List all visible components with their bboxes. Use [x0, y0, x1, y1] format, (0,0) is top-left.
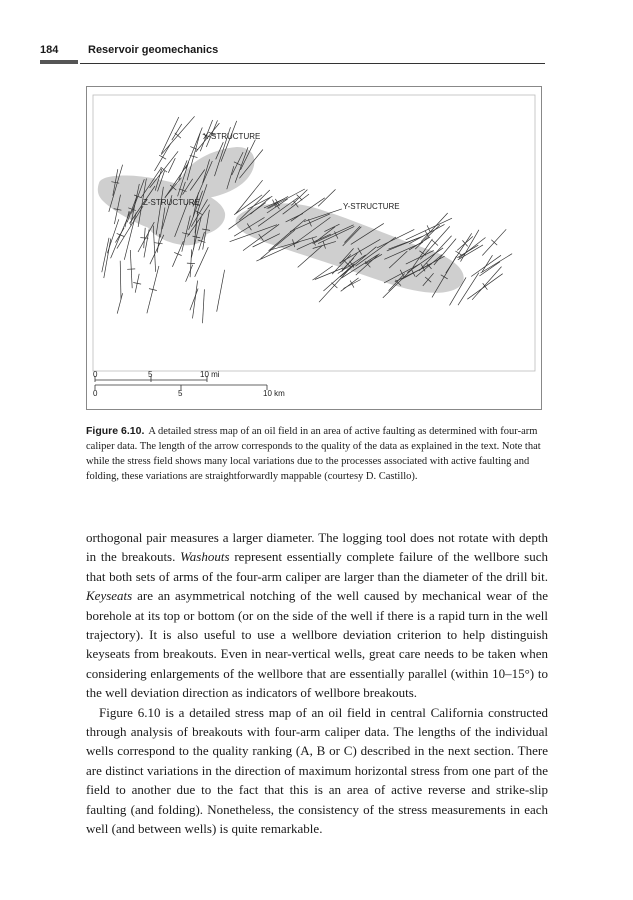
figure-caption [86, 424, 546, 484]
breakout-arrow [421, 213, 448, 242]
stress-map-svg [87, 87, 541, 409]
breakout-arrow [186, 265, 193, 282]
well-tick [187, 263, 195, 264]
well-tick [483, 283, 488, 290]
paragraph-1 [86, 528, 548, 703]
breakout-arrow [115, 228, 124, 243]
breakout-arrow [313, 266, 333, 280]
breakout-arrow [203, 289, 205, 323]
x-structure-label: X-STRUCTURE [203, 132, 261, 141]
breakout-arrow [457, 245, 478, 258]
paragraph-2: Figure 6.10 is a detailed stress map of an oil field in central California constructed through analysis of breakouts with four-arm caliper data. The lengths of the individual wells correspond to the quality ranking (A, B or C) described in the next section. There are distinct variations in the direction of maximum horizontal stress from one part of the field to another due to the fact that this is an area of active reverse and strike-slip faulting (and folding). Nonetheless, the consistency of the stress measurements in each well (and between wells) is quite remarkable. [86, 704, 548, 837]
p1-part-b: represent essentially complete failure of the wellbore such that both sets of arms of the four-arm caliper are larger than the diameter of the drill bit. [86, 549, 548, 584]
breakout-arrow [341, 278, 359, 291]
well-tick [174, 252, 181, 255]
scale-km-tick-0: 0 [93, 389, 98, 398]
running-title: Reservoir geomechanics [88, 44, 219, 56]
well-tick [140, 238, 148, 239]
stress-map-figure [86, 86, 542, 410]
body-text [86, 528, 548, 839]
scale-mi-tick-5: 5 [148, 370, 153, 379]
well-tick [427, 225, 430, 232]
breakout-arrow [150, 235, 164, 264]
well-tick [159, 155, 166, 159]
term-keyseats: Keyseats [86, 588, 133, 604]
scale-mi-tick-0: 0 [93, 370, 98, 379]
breakout-arrow [471, 255, 501, 276]
p1-part-a: orthogonal pair measures a larger diameter. The logging tool does not rotate with depth in the breakouts. [86, 530, 548, 565]
breakout-arrow [117, 293, 122, 313]
breakout-arrow [323, 264, 354, 291]
breakout-arrow [481, 254, 512, 273]
caption-label: Figure 6.10. [86, 425, 145, 437]
breakout-arrow [161, 117, 178, 154]
structure-shapes [98, 147, 464, 293]
breakout-arrow [168, 158, 175, 173]
y-structure-shape [236, 203, 464, 292]
breakout-arrow [217, 270, 225, 312]
breakout-arrow [193, 281, 198, 319]
p1-part-c: are an asymmetrical notching of the well caused by mechanical wear of the borehole at its top or bottom (or on the side of the well if there is a rapid turn in the well trajectory). It is also useful to use a wellbore deviation criterion to help distinguish keyseats from breakouts. Even in near-vertical wells, great care needs to be taken when considering enlargements of the wellbore that are essentially parallel (within 10–15°) to the well deviation direction as indicators of wellbore breakouts. [86, 588, 548, 701]
scale-km-tick-10: 10 km [263, 389, 285, 398]
header-accent-bar [40, 60, 78, 64]
well-tick [455, 251, 462, 255]
term-washouts: Washouts [180, 549, 230, 565]
breakout-arrow [482, 255, 492, 272]
y-structure-label: Y-STRUCTURE [343, 202, 400, 211]
scale-mi-tick-10: 10 mi [200, 370, 220, 379]
scale-km-tick-5: 5 [178, 389, 183, 398]
breakout-arrow [120, 261, 121, 300]
page-number: 184 [40, 44, 59, 56]
breakout-arrow [195, 247, 209, 277]
caption-text: A detailed stress map of an oil field in an area of active faulting as determined with four-arm caliper data. The length of the arrow corresponds to the quality of the data as explained in the text. Note that while the stress field shows many local variations due to the processes associated with active faulting and folding, these variations are straightforwardly mappable (courtesy D. Castillo). [86, 426, 541, 482]
breakout-arrow [318, 189, 335, 206]
breakout-arrow [472, 267, 501, 300]
header-rule [80, 63, 545, 64]
breakout-arrow [458, 245, 483, 260]
page-header [40, 40, 545, 66]
z-structure-label: Z-STRUCTURE [143, 198, 200, 207]
